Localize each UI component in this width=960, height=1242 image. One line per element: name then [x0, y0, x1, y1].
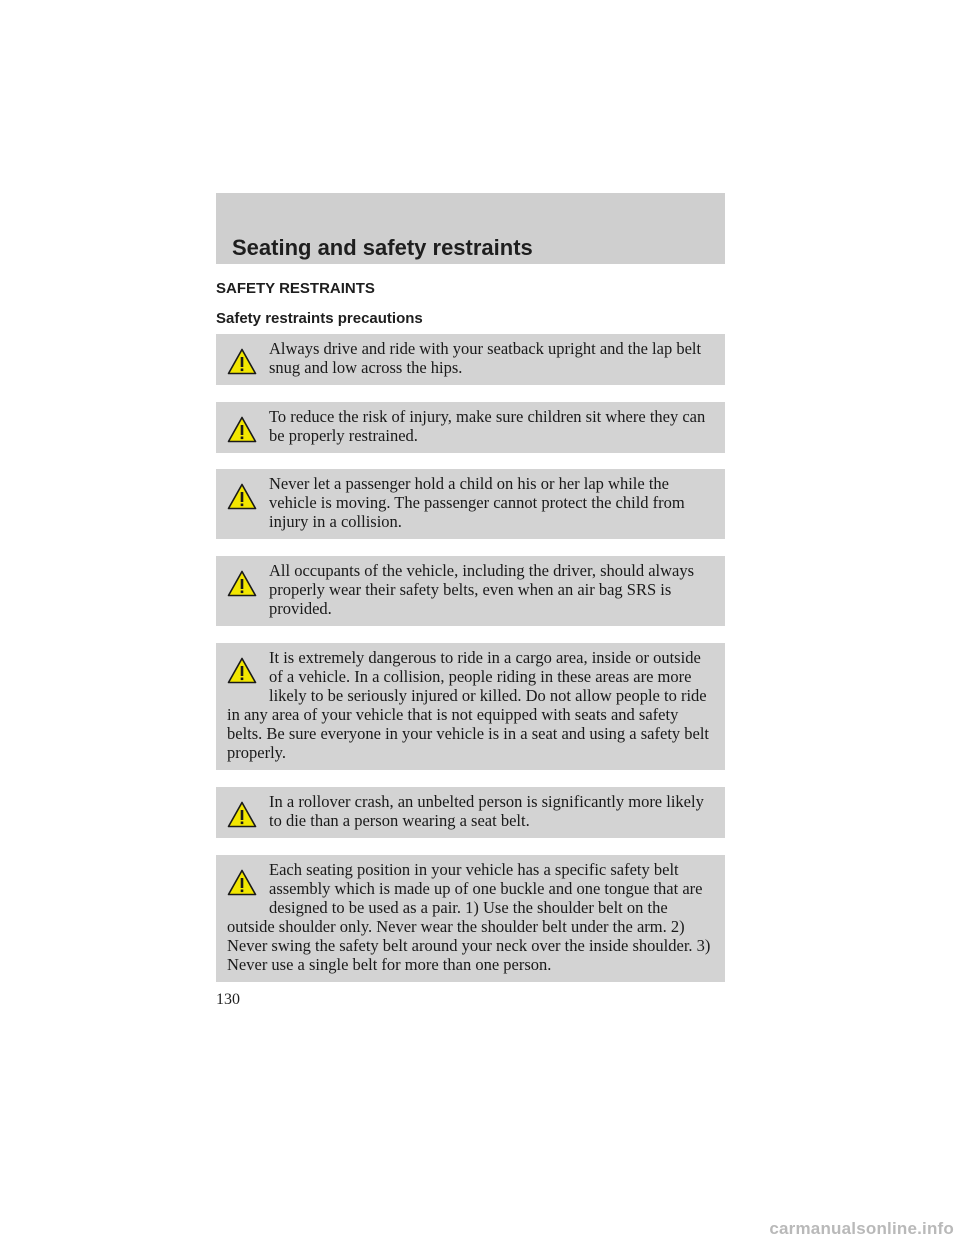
subsection-title: Safety restraints precautions [216, 310, 423, 327]
warning-text: In a rollover crash, an unbelted person is significantly more likely to die than a person wearing a seat belt. [269, 792, 704, 830]
warning-box [216, 469, 725, 539]
warning-box [216, 556, 725, 626]
warning-box [216, 787, 725, 838]
warning-list [216, 334, 725, 999]
warning-triangle-icon [227, 869, 257, 896]
warning-text: Each seating position in your vehicle has a specific safety belt assembly which is made up of one buckle and one tongue that are designed to be used as a pair. 1) Use the shoulder belt on the outside shoulder only. Never wear the shoulder belt under the arm. 2) Never swing the safety belt around your neck over the inside shoulder. 3) Never use a single belt for more than one person. [227, 860, 711, 974]
warning-text: It is extremely dangerous to ride in a cargo area, inside or outside of a vehicle. In a collision, people riding in these areas are more likely to be seriously injured or killed. Do not allow people to ride in any area of your vehicle that is not equipped with seats and safety belts. Be sure everyone in your vehicle is in a seat and using a safety belt properly. [227, 648, 710, 762]
warning-text: All occupants of the vehicle, including the driver, should always properly wear their safety belts, even when an air bag SRS is provided. [269, 561, 695, 618]
warning-text: Never let a passenger hold a child on his or her lap while the vehicle is moving. The passenger cannot protect the child from injury in a collision. [269, 474, 685, 531]
warning-triangle-icon [227, 348, 257, 375]
warning-triangle-icon [227, 657, 257, 684]
warning-triangle-icon [227, 416, 257, 443]
warning-box [216, 402, 725, 453]
warning-triangle-icon [227, 483, 257, 510]
warning-box [216, 855, 725, 982]
page-number: 130 [216, 991, 240, 1008]
warning-triangle-icon [227, 801, 257, 828]
warning-triangle-icon [227, 570, 257, 597]
chapter-title: Seating and safety restraints [232, 235, 533, 260]
section-title: SAFETY RESTRAINTS [216, 280, 375, 297]
warning-text: Always drive and ride with your seatback upright and the lap belt snug and low across the hips. [269, 339, 702, 377]
warning-box [216, 643, 725, 770]
chapter-header-band [216, 193, 725, 264]
warning-text: To reduce the risk of injury, make sure children sit where they can be properly restrained. [269, 407, 706, 445]
warning-box [216, 334, 725, 385]
watermark: carmanualsonline.info [769, 1219, 954, 1238]
